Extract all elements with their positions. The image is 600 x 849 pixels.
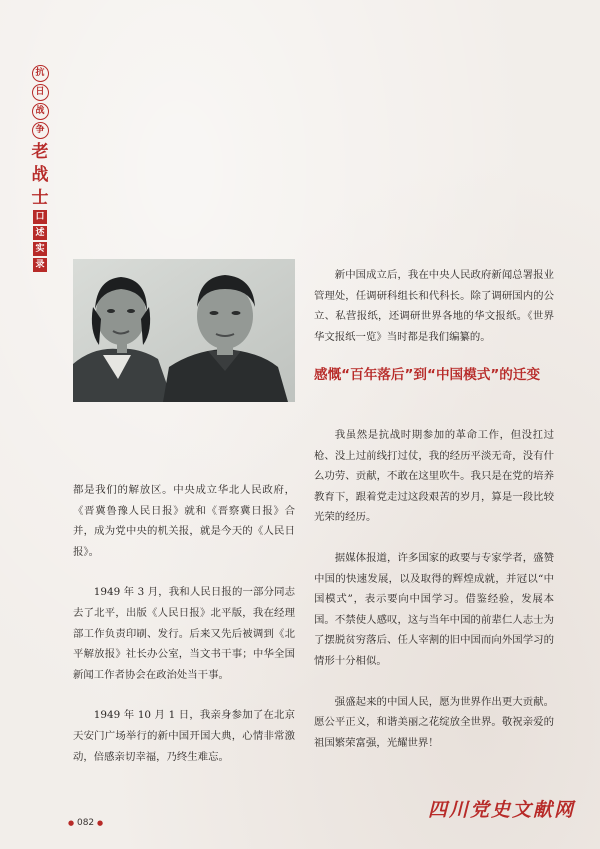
circled-char: 日 [32,84,49,101]
series-title-char: 士 [31,188,49,208]
boxed-char: 实 [33,242,47,256]
boxed-char: 口 [33,210,47,224]
circled-char: 战 [32,103,49,120]
page-number-text: 082 [76,818,95,828]
paragraph: 强盛起来的中国人民，愿为世界作出更大贡献。愿公平正义，和谐美丽之花绽放全世界。敬祝亲爱的祖国繁荣富强，光耀世界！ [314,695,554,749]
series-title-char: 老 [31,142,49,162]
circled-char: 争 [32,122,49,139]
boxed-char: 述 [33,226,47,240]
circled-char: 抗 [32,65,49,82]
bullet-icon: ● [97,819,104,827]
right-column-body [314,425,554,753]
boxed-char: 录 [33,258,47,272]
paragraph: 我虽然是抗战时期参加的革命工作，但没扛过枪、没上过前线打过仗，我的经历平淡无奇，没有什么功劳、贡献，不敢在这里吹牛。我只是在党的培养教育下，跟着党走过这段艰苦的岁月，算是一段比较光荣的经历。 [314,429,554,524]
right-column-intro [314,265,554,347]
footer-brand-logo: 四川党史文献网 [428,799,576,821]
couple-photo-illustration [73,259,295,402]
paragraph: 新中国成立后，我在中央人民政府新闻总署报业管理处，任调研科组长和代科长。除了调研国内的公立、私营报纸，还调研世界各地的华文报纸。《世界华文报纸一览》当时都是我们编纂的。 [314,269,554,343]
bullet-icon: ● [68,819,75,827]
paragraph: 据媒体报道，许多国家的政要与专家学者，盛赞中国的快速发展，以及取得的辉煌成就，并冠以“中国模式”，表示要向中国学习。借鉴经验，发展本国。不禁使人感叹，这与当年中国的前辈仁人志士为了摆脱贫穷落后、任人宰割的旧中国而向外国学习的情形十分相似。 [314,551,554,667]
left-column-body [73,480,295,767]
paragraph: 1949 年 10 月 1 日，我亲身参加了在北京天安门广场举行的新中国开国大典，心情非常激动，倍感亲切幸福，乃终生难忘。 [73,709,295,763]
paragraph: 都是我们的解放区。中央成立华北人民政府，《晋冀鲁豫人民日报》就和《晋察冀日报》合并，成为党中央的机关报，就是今天的《人民日报》。 [73,484,295,558]
series-title-vertical [20,64,60,273]
page-number [68,818,103,828]
paragraph: 1949 年 3 月，我和人民日报的一部分同志去了北平，出版《人民日报》北平版，我在经理部工作负责印刷、发行。后来又先后被调到《北平解放报》社长办公室，当文书干事；中华全国新闻工作者协会在政治处当干事。 [73,586,295,681]
couple-photo [73,259,295,402]
series-title-char: 战 [31,165,49,185]
section-heading: 感慨“百年落后”到“中国模式”的迁变 [314,367,541,383]
